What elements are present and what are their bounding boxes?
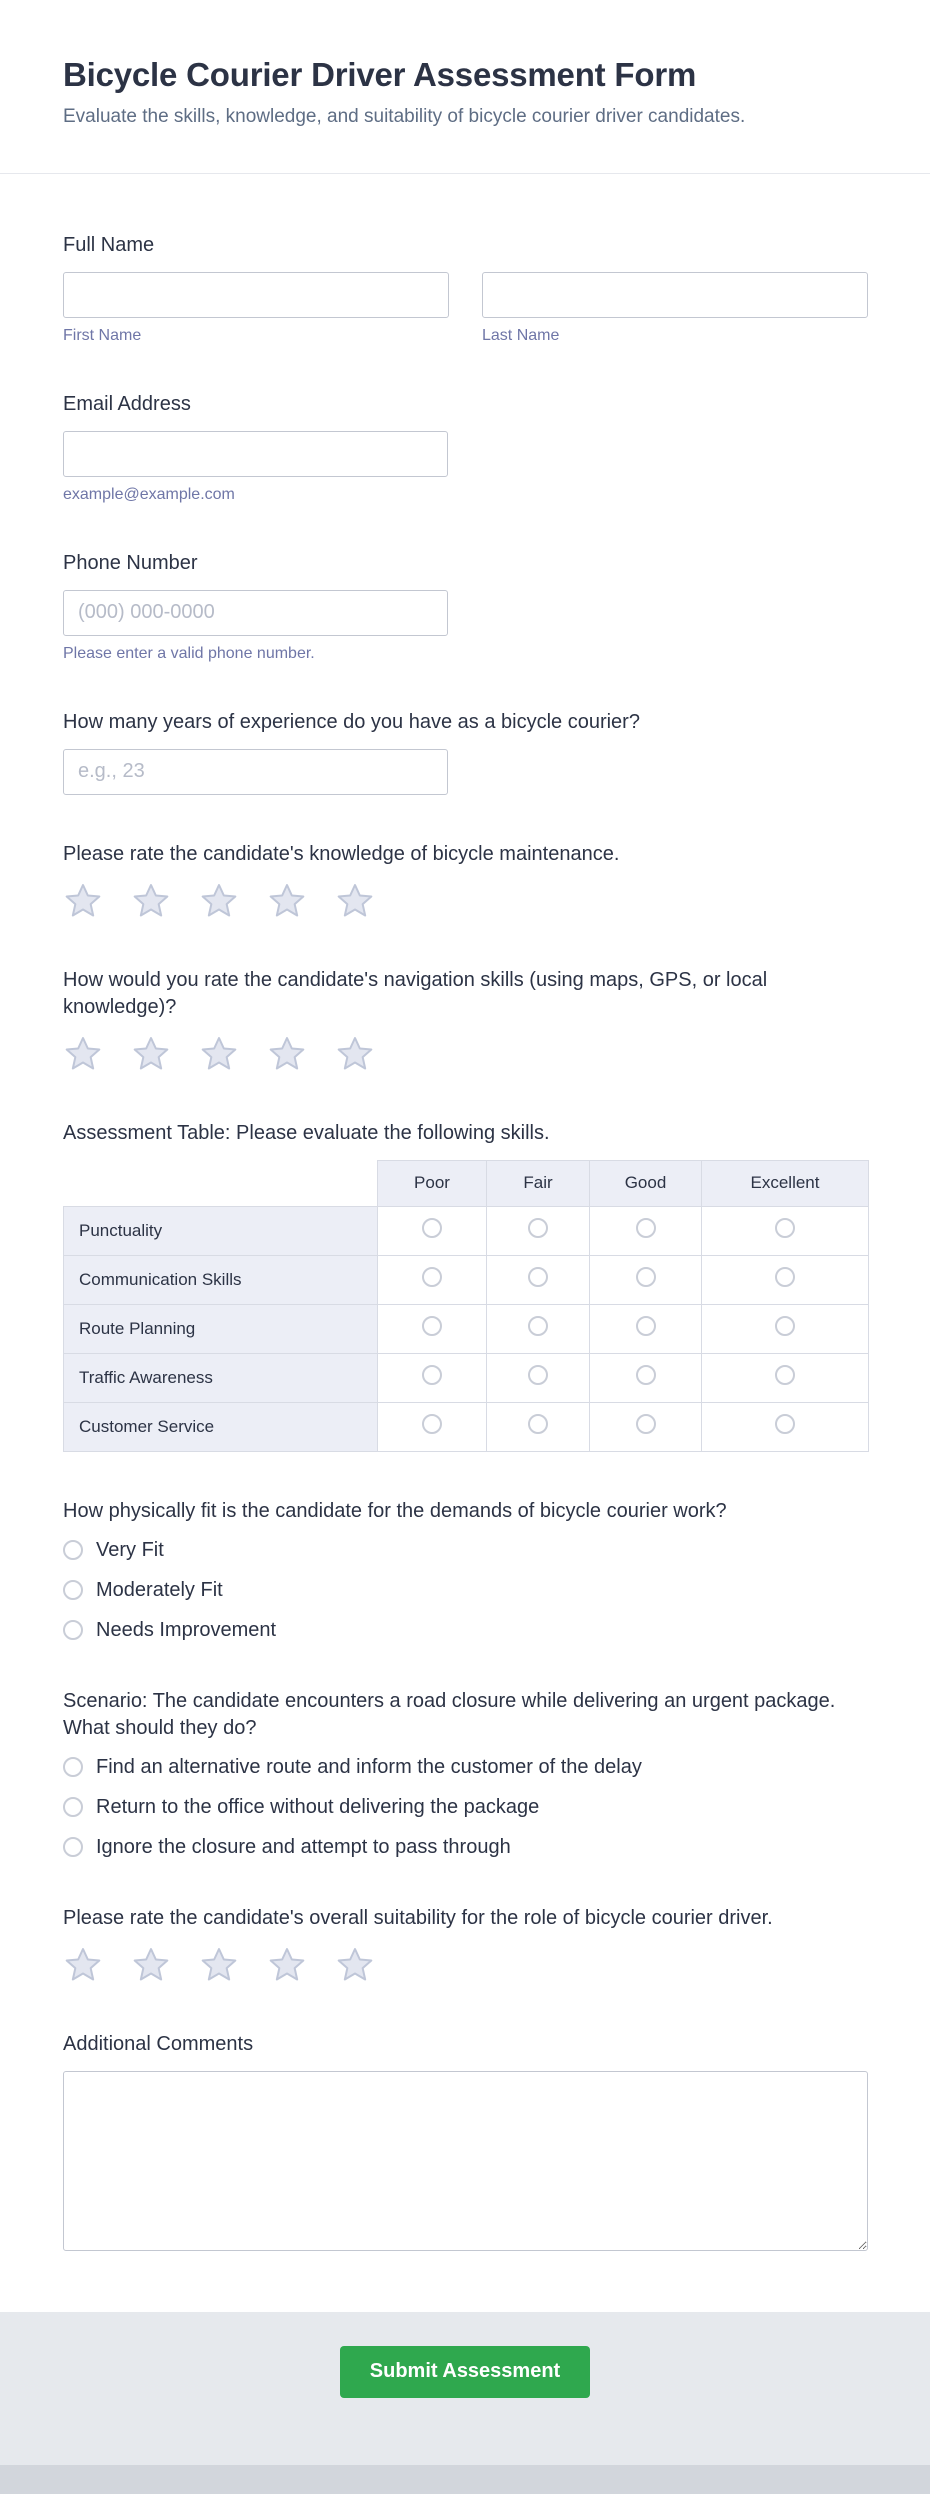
matrix-corner-cell: [64, 1160, 378, 1206]
radio-icon: [63, 1580, 83, 1600]
first-name-input[interactable]: [63, 272, 449, 318]
assessment-matrix: [63, 1160, 869, 1452]
field-overall-rating: [63, 1905, 868, 1985]
matrix-radio-cell[interactable]: [378, 1206, 487, 1255]
star-icon[interactable]: [63, 1945, 103, 1985]
star-icon[interactable]: [199, 881, 239, 921]
star-icon[interactable]: [335, 1034, 375, 1074]
radio-icon: [63, 1540, 83, 1560]
matrix-radio-cell[interactable]: [378, 1304, 487, 1353]
matrix-radio-cell[interactable]: [378, 1255, 487, 1304]
field-experience: [63, 709, 868, 795]
matrix-radio-cell[interactable]: [702, 1304, 869, 1353]
field-assessment-table: [63, 1120, 868, 1452]
matrix-row-communication: [64, 1255, 869, 1304]
bottom-strip: [0, 2465, 930, 2494]
star-icon[interactable]: [199, 1034, 239, 1074]
fitness-options: [63, 1539, 868, 1642]
star-icon[interactable]: [267, 1034, 307, 1074]
radio-icon[interactable]: [636, 1316, 656, 1336]
matrix-radio-cell[interactable]: [590, 1353, 702, 1402]
matrix-radio-cell[interactable]: [487, 1402, 590, 1451]
option-label: Find an alternative route and inform the customer of the delay: [96, 1755, 642, 1778]
field-phone: [63, 550, 868, 663]
star-icon[interactable]: [335, 1945, 375, 1985]
matrix-radio-cell[interactable]: [378, 1353, 487, 1402]
matrix-radio-cell[interactable]: [378, 1402, 487, 1451]
radio-icon[interactable]: [528, 1218, 548, 1238]
matrix-radio-cell[interactable]: [590, 1206, 702, 1255]
matrix-radio-cell[interactable]: [590, 1402, 702, 1451]
field-navigation-rating: [63, 967, 868, 1074]
radio-option-moderately-fit[interactable]: [63, 1579, 868, 1602]
matrix-radio-cell[interactable]: [702, 1353, 869, 1402]
radio-icon[interactable]: [775, 1365, 795, 1385]
overall-rating-label: Please rate the candidate's overall suitability for the role of bicycle courier driver.: [63, 1906, 773, 1929]
matrix-row-label: Traffic Awareness: [64, 1353, 378, 1402]
navigation-star-rating: [63, 1034, 868, 1074]
field-full-name: [63, 232, 868, 345]
radio-icon: [63, 1837, 83, 1857]
radio-icon[interactable]: [636, 1267, 656, 1287]
scenario-label: Scenario: The candidate encounters a road closure while delivering an urgent package. What should they do?: [63, 1689, 836, 1739]
matrix-radio-cell[interactable]: [702, 1206, 869, 1255]
radio-icon[interactable]: [636, 1414, 656, 1434]
card-bottom-gap: [0, 2292, 930, 2312]
radio-option-return-office[interactable]: [63, 1796, 868, 1819]
radio-option-ignore-closure[interactable]: [63, 1836, 868, 1859]
maintenance-rating-label: Please rate the candidate's knowledge of bicycle maintenance.: [63, 842, 620, 865]
matrix-radio-cell[interactable]: [487, 1206, 590, 1255]
radio-icon[interactable]: [422, 1365, 442, 1385]
last-name-group: [482, 272, 868, 345]
full-name-inputs: [63, 272, 868, 345]
matrix-row-label: Punctuality: [64, 1206, 378, 1255]
matrix-row-label: Route Planning: [64, 1304, 378, 1353]
radio-option-very-fit[interactable]: [63, 1539, 868, 1562]
radio-icon[interactable]: [528, 1365, 548, 1385]
experience-input[interactable]: [63, 749, 448, 795]
radio-icon[interactable]: [422, 1316, 442, 1336]
star-icon[interactable]: [335, 881, 375, 921]
option-label: Moderately Fit: [96, 1578, 223, 1601]
form-header: [0, 0, 930, 174]
overall-star-rating: [63, 1945, 868, 1985]
star-icon[interactable]: [63, 1034, 103, 1074]
assessment-table-label: Assessment Table: Please evaluate the following skills.: [63, 1121, 550, 1144]
radio-option-needs-improvement[interactable]: [63, 1619, 868, 1642]
experience-label: How many years of experience do you have as a bicycle courier?: [63, 710, 640, 733]
matrix-col-header-poor: Poor: [378, 1160, 487, 1206]
radio-icon[interactable]: [775, 1218, 795, 1238]
field-email: [63, 391, 868, 504]
maintenance-star-rating: [63, 881, 868, 921]
star-icon[interactable]: [131, 1945, 171, 1985]
star-icon[interactable]: [267, 881, 307, 921]
matrix-row-label: Customer Service: [64, 1402, 378, 1451]
first-name-group: [63, 272, 449, 345]
radio-icon[interactable]: [528, 1316, 548, 1336]
navigation-rating-label: How would you rate the candidate's navigation skills (using maps, GPS, or local knowledge)?: [63, 968, 768, 1018]
field-fitness: [63, 1498, 868, 1642]
field-maintenance-rating: [63, 841, 868, 921]
email-label: Email Address: [63, 392, 191, 415]
radio-icon: [63, 1757, 83, 1777]
star-icon[interactable]: [63, 881, 103, 921]
option-label: Ignore the closure and attempt to pass through: [96, 1835, 511, 1858]
option-label: Return to the office without delivering the package: [96, 1795, 540, 1818]
matrix-col-header-good: Good: [590, 1160, 702, 1206]
radio-icon: [63, 1797, 83, 1817]
radio-option-alternative-route[interactable]: [63, 1756, 868, 1779]
radio-icon[interactable]: [422, 1267, 442, 1287]
fitness-label: How physically fit is the candidate for the demands of bicycle courier work?: [63, 1499, 727, 1522]
submit-button[interactable]: Submit Assessment: [340, 2346, 590, 2398]
matrix-radio-cell[interactable]: [702, 1402, 869, 1451]
star-icon[interactable]: [131, 881, 171, 921]
field-scenario: [63, 1688, 868, 1859]
page-title: Bicycle Courier Driver Assessment Form: [63, 56, 697, 93]
page-subtitle: Evaluate the skills, knowledge, and suitability of bicycle courier driver candidates.: [63, 106, 746, 127]
matrix-col-header-excellent: Excellent: [702, 1160, 869, 1206]
matrix-col-header-fair: Fair: [487, 1160, 590, 1206]
option-label: Needs Improvement: [96, 1618, 277, 1641]
matrix-header-row: [64, 1160, 869, 1206]
email-input[interactable]: [63, 431, 448, 477]
matrix-radio-cell[interactable]: [487, 1304, 590, 1353]
star-icon[interactable]: [267, 1945, 307, 1985]
matrix-row-traffic-awareness: [64, 1353, 869, 1402]
comments-label: Additional Comments: [63, 2032, 254, 2055]
matrix-radio-cell[interactable]: [590, 1255, 702, 1304]
radio-icon[interactable]: [422, 1218, 442, 1238]
first-name-sublabel: First Name: [63, 326, 142, 344]
matrix-radio-cell[interactable]: [590, 1304, 702, 1353]
submit-area: [0, 2312, 930, 2465]
matrix-row-route-planning: [64, 1304, 869, 1353]
radio-icon[interactable]: [775, 1414, 795, 1434]
form-body: [0, 174, 930, 2292]
field-comments: [63, 2031, 868, 2256]
radio-icon[interactable]: [528, 1414, 548, 1434]
matrix-row-customer-service: [64, 1402, 869, 1451]
email-sublabel: example@example.com: [63, 485, 235, 503]
comments-textarea[interactable]: [63, 2071, 868, 2251]
full-name-label: Full Name: [63, 233, 155, 256]
star-icon[interactable]: [131, 1034, 171, 1074]
matrix-row-label: Communication Skills: [64, 1255, 378, 1304]
phone-label: Phone Number: [63, 551, 198, 574]
last-name-input[interactable]: [482, 272, 868, 318]
last-name-sublabel: Last Name: [482, 326, 560, 344]
matrix-radio-cell[interactable]: [487, 1255, 590, 1304]
radio-icon[interactable]: [422, 1414, 442, 1434]
matrix-radio-cell[interactable]: [702, 1255, 869, 1304]
radio-icon[interactable]: [636, 1218, 656, 1238]
radio-icon[interactable]: [528, 1267, 548, 1287]
star-icon[interactable]: [199, 1945, 239, 1985]
option-label: Very Fit: [96, 1538, 164, 1561]
scenario-options: [63, 1756, 868, 1859]
phone-sublabel: Please enter a valid phone number.: [63, 644, 315, 662]
matrix-radio-cell[interactable]: [487, 1353, 590, 1402]
radio-icon[interactable]: [775, 1316, 795, 1336]
phone-input[interactable]: [63, 590, 448, 636]
matrix-row-punctuality: [64, 1206, 869, 1255]
radio-icon: [63, 1620, 83, 1640]
radio-icon[interactable]: [636, 1365, 656, 1385]
radio-icon[interactable]: [775, 1267, 795, 1287]
